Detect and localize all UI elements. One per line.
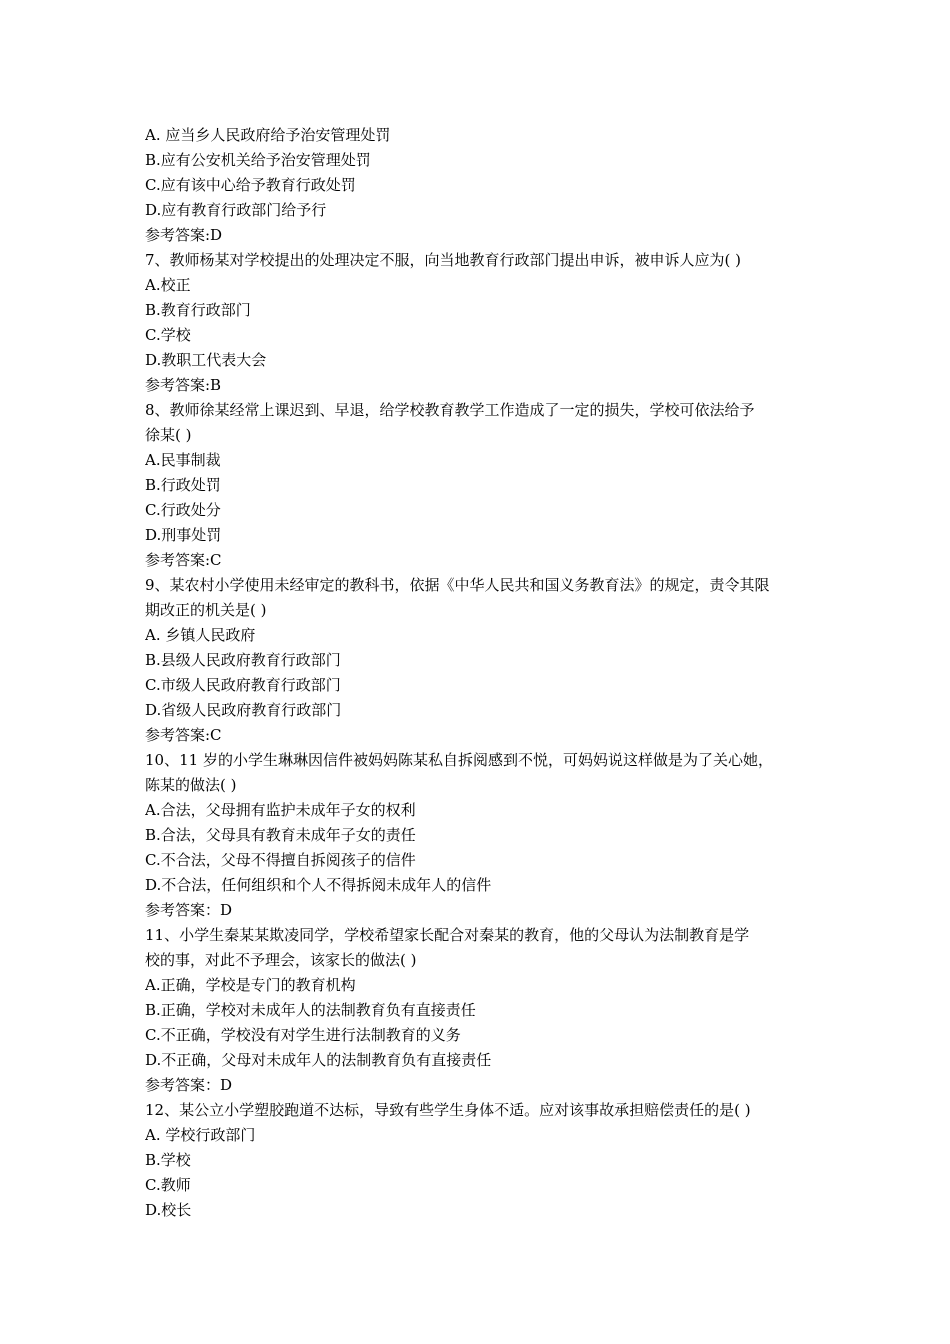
- question-stem: 陈某的做法( ): [145, 776, 237, 794]
- option-b: B.教育行政部门: [145, 301, 251, 319]
- option-c: C.应有该中心给予教育行政处罚: [145, 176, 356, 194]
- option-d: D.应有教育行政部门给予行: [145, 201, 327, 219]
- answer: 参考答案：D: [145, 901, 233, 919]
- option-d: D.省级人民政府教育行政部门: [145, 701, 342, 719]
- option-d: D.校长: [145, 1201, 192, 1219]
- option-d: D.不正确，父母对未成年人的法制教育负有直接责任: [145, 1051, 492, 1069]
- question-stem: 徐某( ): [145, 426, 192, 444]
- answer: 参考答案:C: [145, 551, 222, 569]
- option-a: A.正确，学校是专门的教育机构: [145, 976, 356, 994]
- answer: 参考答案：D: [145, 1076, 233, 1094]
- option-b: B.行政处罚: [145, 476, 221, 494]
- answer: 参考答案:C: [145, 726, 222, 744]
- option-a: A. 应当乡人民政府给予治安管理处罚: [145, 126, 391, 144]
- option-b: B.合法，父母具有教育未成年子女的责任: [145, 826, 416, 844]
- option-d: D.不合法，任何组织和个人不得拆阅未成年人的信件: [145, 876, 492, 894]
- option-a: A. 乡镇人民政府: [145, 626, 256, 644]
- question-stem: 12、某公立小学塑胶跑道不达标，导致有些学生身体不适。应对该事故承担赔偿责任的是( ): [145, 1101, 751, 1119]
- option-d: D.刑事处罚: [145, 526, 222, 544]
- option-a: A.合法，父母拥有监护未成年子女的权利: [145, 801, 416, 819]
- answer: 参考答案:B: [145, 376, 222, 394]
- answer: 参考答案:D: [145, 226, 223, 244]
- option-a: A.民事制裁: [145, 451, 221, 469]
- option-b: B.正确，学校对未成年人的法制教育负有直接责任: [145, 1001, 476, 1019]
- option-b: B.学校: [145, 1151, 191, 1169]
- question-7: [145, 248, 815, 398]
- option-b: B.县级人民政府教育行政部门: [145, 651, 341, 669]
- question-stem: 期改正的机关是( ): [145, 601, 267, 619]
- question-stem: 10、11 岁的小学生琳琳因信件被妈妈陈某私自拆阅感到不悦，可妈妈说这样做是为了关心她，: [145, 751, 773, 769]
- question-stem: 8、教师徐某经常上课迟到、早退，给学校教育教学工作造成了一定的损失，学校可依法给予: [145, 401, 755, 419]
- option-c: C.行政处分: [145, 501, 221, 519]
- option-c: C.市级人民政府教育行政部门: [145, 676, 341, 694]
- question-8: [145, 398, 815, 573]
- question-10: [145, 748, 815, 923]
- option-a: A. 学校行政部门: [145, 1126, 256, 1144]
- question-12: [145, 1098, 815, 1223]
- option-c: C.学校: [145, 326, 191, 344]
- question-stem: 9、某农村小学使用未经审定的教科书，依据《中华人民共和国义务教育法》的规定，责令其限: [145, 576, 770, 594]
- question-list: [145, 248, 815, 1223]
- question-stem: 7、教师杨某对学校提出的处理决定不服，向当地教育行政部门提出申诉，被申诉人应为( ): [145, 251, 742, 269]
- question-stem: 11、小学生秦某某欺凌同学，学校希望家长配合对秦某的教育，他的父母认为法制教育是学: [145, 926, 750, 944]
- option-a: A.校正: [145, 276, 191, 294]
- option-d: D.教职工代表大会: [145, 351, 267, 369]
- document-page: [145, 123, 815, 1223]
- question-9: [145, 573, 815, 748]
- option-c: C.教师: [145, 1176, 191, 1194]
- question-stem: 校的事，对此不予理会，该家长的做法( ): [145, 951, 417, 969]
- prev-question: [145, 123, 815, 248]
- option-b: B.应有公安机关给予治安管理处罚: [145, 151, 371, 169]
- option-c: C.不合法，父母不得擅自拆阅孩子的信件: [145, 851, 416, 869]
- question-11: [145, 923, 815, 1098]
- option-c: C.不正确，学校没有对学生进行法制教育的义务: [145, 1026, 461, 1044]
